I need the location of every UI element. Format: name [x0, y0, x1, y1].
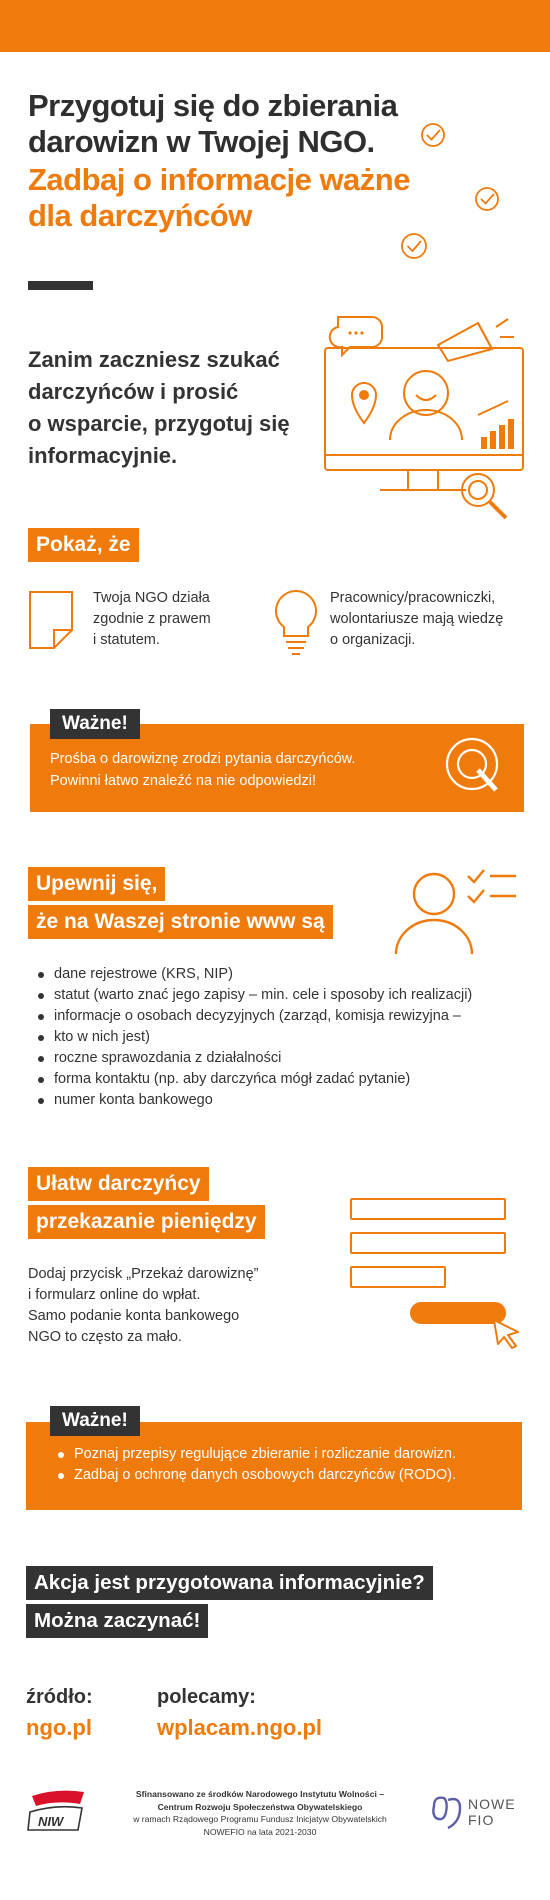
lightbulb-icon: [272, 588, 320, 656]
search-icon: [444, 736, 508, 800]
user-checklist-icon: [392, 866, 520, 956]
text-line: FIO: [468, 1812, 495, 1828]
donate-text: [28, 1264, 288, 1348]
list-item: Zadbaj o ochronę danych osobowych darczyńców (RODO).: [48, 1465, 518, 1486]
form-field-icon: [350, 1266, 446, 1288]
list-item: roczne sprawozdania z działalności: [28, 1048, 528, 1069]
website-requirements-list: [28, 964, 528, 1111]
form-field-icon: [350, 1198, 506, 1220]
text-line: zgodnie z prawem: [93, 611, 211, 627]
source-label: źródło:: [26, 1686, 93, 1708]
nowe-fio-logo-text: [468, 1796, 516, 1828]
section-show-heading: [28, 528, 139, 562]
text-line: w ramach Rządowego Programu Fundusz Inicjatyw Obywatelskich: [133, 1814, 387, 1824]
important-list: [48, 1444, 518, 1486]
page-title: [28, 88, 408, 160]
cursor-icon: [490, 1316, 524, 1350]
closing-line: Akcja jest przygotowana informacyjnie?: [26, 1566, 433, 1600]
text-line: Samo podanie konta bankowego: [28, 1308, 240, 1324]
form-field-icon: [350, 1232, 506, 1254]
intro-line: Zanim zaczniesz szukać: [28, 347, 280, 372]
important-label: [50, 709, 140, 739]
text-line: i formularz online do wpłat.: [28, 1287, 201, 1303]
page-subtitle: [28, 162, 428, 234]
text-line: wolontariusze mają wiedzę: [330, 611, 504, 627]
text-line: Powinni łatwo znaleźć na nie odpowiedzi!: [50, 773, 316, 789]
funding-note: [100, 1788, 420, 1838]
intro-line: informacyjnie.: [28, 443, 178, 468]
section-heading: przekazanie pieniędzy: [28, 1205, 265, 1239]
text-line: i statutem.: [93, 632, 160, 648]
text-line: Centrum Rozwoju Społeczeństwa Obywatelskiego: [157, 1801, 363, 1812]
section-heading: Pokaż, że: [28, 528, 139, 562]
important-tag: Ważne!: [50, 709, 140, 739]
top-bar: [0, 0, 550, 52]
text-line: o organizacji.: [330, 632, 416, 648]
title-line-1: Przygotuj się do zbierania: [28, 88, 398, 123]
section-heading: że na Waszej stronie www są: [28, 905, 333, 939]
text-line: NGO to często za mało.: [28, 1329, 182, 1345]
check-circle-icon: [400, 232, 428, 260]
closing-line: Można zaczynać!: [26, 1604, 208, 1638]
intro-line: o wsparcie, przygotuj się: [28, 411, 290, 436]
niw-logo-icon: [26, 1786, 88, 1834]
subtitle-line-2: dla darczyńców: [28, 198, 252, 233]
section-heading: Upewnij się,: [28, 867, 165, 901]
section-heading: Ułatw darczyńcy: [28, 1167, 209, 1201]
document-icon: [28, 590, 74, 650]
title-line-2: darowizn w Twojej NGO.: [28, 124, 375, 159]
list-item: numer konta bankowego: [28, 1090, 528, 1111]
check-circle-icon: [474, 186, 500, 212]
niw-logo-text: NIW: [38, 1814, 64, 1829]
nowe-fio-logo-icon: [430, 1792, 464, 1832]
text-line: kto w nich jest): [54, 1029, 150, 1045]
important-text: [50, 748, 410, 792]
list-item: dane rejestrowe (KRS, NIP): [28, 964, 528, 985]
text-line: Prośba o darowiznę zrodzi pytania darczyńców.: [50, 751, 356, 767]
section-website-heading: [28, 867, 333, 939]
monitor-illustration-icon: [318, 305, 532, 527]
show-item-law: [93, 588, 253, 651]
list-item: Poznaj przepisy regulujące zbieranie i rozliczanie darowizn.: [48, 1444, 518, 1465]
divider-dash: [28, 281, 93, 290]
source-link[interactable]: ngo.pl: [26, 1715, 92, 1740]
intro-text: [28, 344, 318, 472]
recommend-label: polecamy:: [157, 1686, 256, 1708]
check-circle-icon: [420, 122, 446, 148]
text-line: Dodaj przycisk „Przekaż darowiznę”: [28, 1266, 259, 1282]
section-donate-heading: [28, 1167, 265, 1239]
important-label: [50, 1406, 140, 1436]
text-line: NOWEFIO na lata 2021-2030: [203, 1826, 317, 1837]
list-item: forma kontaktu (np. aby darczyńca mógł zadać pytanie): [28, 1069, 528, 1090]
list-item: informacje o osobach decyzyjnych (zarząd, komisja rewizyjna –: [28, 1006, 528, 1027]
show-item-staff: [330, 588, 530, 651]
important-tag: Ważne!: [50, 1406, 140, 1436]
list-item: statut (warto znać jego zapisy – min. cele i sposoby ich realizacji): [28, 985, 528, 1006]
intro-line: darczyńców i prosić: [28, 379, 239, 404]
text-line: Twoja NGO działa: [93, 590, 210, 606]
subtitle-line-1: Zadbaj o informacje ważne: [28, 162, 410, 197]
list-item-continuation: [28, 1027, 528, 1048]
closing-text: [26, 1566, 433, 1638]
recommend-link[interactable]: wplacam.ngo.pl: [157, 1715, 323, 1740]
text-line: Pracownicy/pracowniczki,: [330, 590, 496, 606]
text-line: NOWE: [468, 1796, 516, 1812]
text-line: Sfinansowano ze środków Narodowego Instytutu Wolności –: [135, 1789, 385, 1799]
